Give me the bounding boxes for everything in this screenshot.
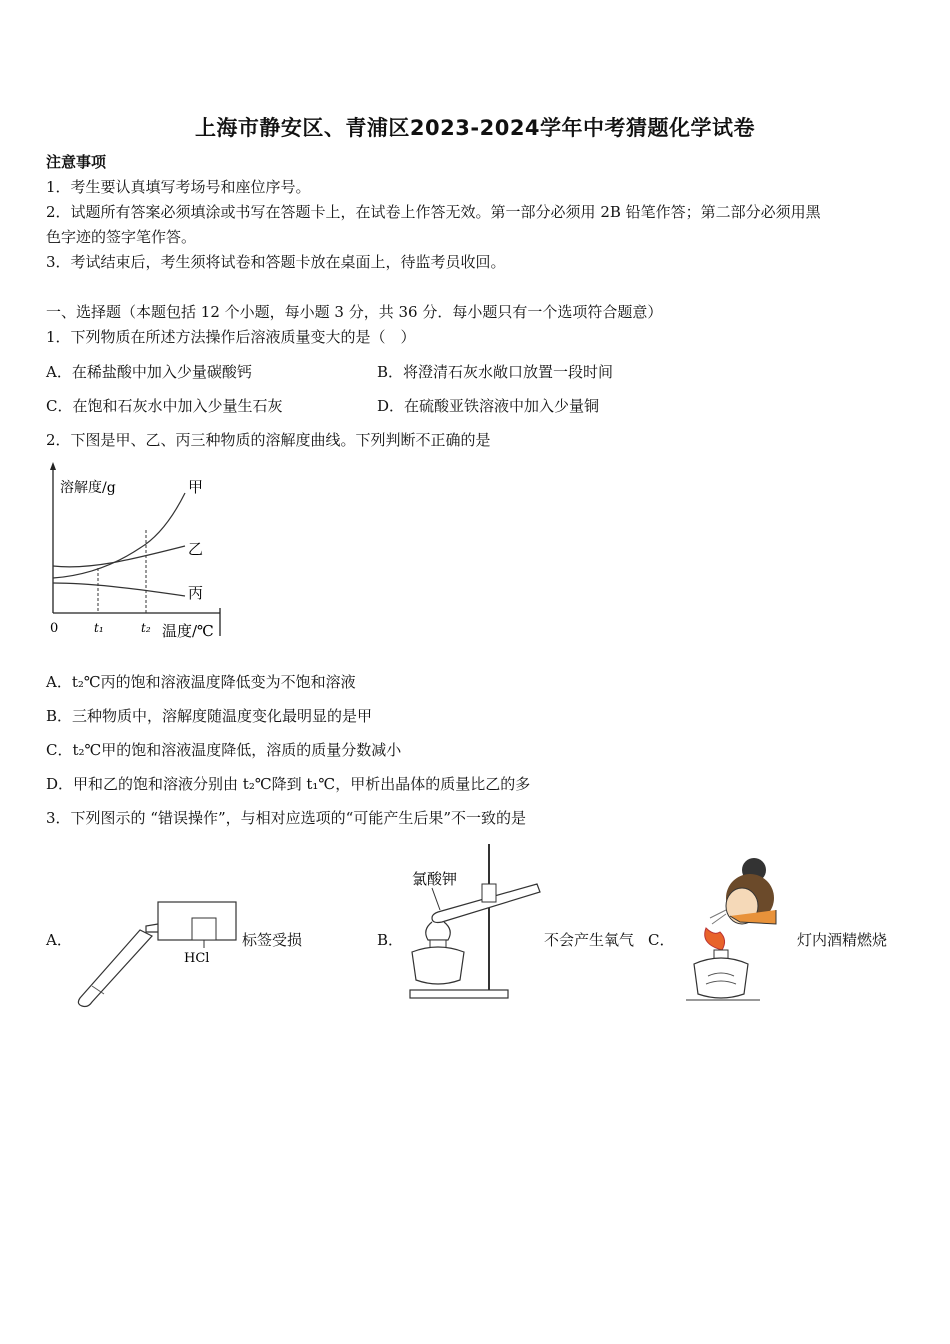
q2-option-a: A．t₂℃丙的饱和溶液温度降低变为不饱和溶液 bbox=[46, 673, 356, 691]
notice-item: 3．考试结束后，考生须将试卷和答题卡放在桌面上，待监考员收回。 bbox=[46, 253, 506, 271]
question-1-stem: 1．下列物质在所述方法操作后溶液质量变大的是（ ） bbox=[46, 328, 416, 346]
y-axis-label: 溶解度/g bbox=[60, 480, 116, 496]
q1-option-c: C．在饱和石灰水中加入少量生石灰 bbox=[46, 397, 283, 415]
question-2-stem: 2．下图是甲、乙、丙三种物质的溶解度曲线。下列判断不正确的是 bbox=[46, 431, 491, 449]
notice-item: 色字迹的签字笔作答。 bbox=[46, 228, 197, 246]
y-axis-arrow bbox=[50, 462, 56, 470]
clamp bbox=[482, 884, 496, 902]
x-tick-t1: t₁ bbox=[94, 621, 104, 635]
hcl-label: HCl bbox=[184, 951, 210, 966]
flame bbox=[426, 922, 451, 940]
notice-item: 2．试题所有答案必须填涂或书写在答题卡上，在试卷上作答无效。第一部分必须用 2B 铅笔作答；第二部分必须用黑 bbox=[46, 203, 821, 221]
q1-option-d: D．在硫酸亚铁溶液中加入少量铜 bbox=[377, 397, 600, 415]
kclo3-label: 氯酸钾 bbox=[412, 870, 458, 888]
q3-figure-b-heating bbox=[402, 840, 547, 1005]
label-pointer bbox=[432, 888, 440, 910]
x-axis-label: 温度/℃ bbox=[162, 622, 214, 640]
q1-option-a: A．在稀盐酸中加入少量碳酸钙 bbox=[46, 363, 252, 381]
curve-jia bbox=[53, 493, 185, 578]
q3-option-b-result: 不会产生氧气 bbox=[544, 931, 635, 949]
test-tube bbox=[78, 930, 152, 1007]
notice-item: 1．考生要认真填写考场号和座位序号。 bbox=[46, 178, 311, 196]
q3-option-c-letter: C． bbox=[648, 931, 675, 949]
solubility-chart bbox=[40, 458, 240, 648]
series-label-bing: 丙 bbox=[188, 584, 204, 602]
q3-option-c-result: 灯内酒精燃烧 bbox=[797, 931, 888, 949]
q2-option-c: C．t₂℃甲的饱和溶液温度降低，溶质的质量分数减小 bbox=[46, 741, 402, 759]
notice-heading: 注意事项 bbox=[46, 153, 107, 171]
series-label-jia: 甲 bbox=[188, 478, 204, 496]
flame bbox=[705, 928, 725, 950]
alcohol-lamp bbox=[412, 947, 464, 984]
q3-option-a-result: 标签受损 bbox=[242, 931, 303, 949]
alcohol-lamp bbox=[694, 958, 748, 998]
q3-figure-a-pouring bbox=[70, 890, 245, 1010]
x-tick-t2: t₂ bbox=[141, 621, 151, 635]
series-label-yi: 乙 bbox=[188, 540, 204, 558]
q1-option-b: B．将澄清石灰水敞口放置一段时间 bbox=[377, 363, 614, 381]
q3-option-a-letter: A． bbox=[46, 931, 72, 949]
curve-yi bbox=[53, 546, 185, 567]
q3-figure-c-blowing bbox=[680, 840, 795, 1005]
q3-option-b-letter: B． bbox=[377, 931, 404, 949]
curve-bing bbox=[53, 583, 185, 596]
x-tick-0: 0 bbox=[50, 621, 59, 636]
q2-option-d: D．甲和乙的饱和溶液分别由 t₂℃降到 t₁℃，甲析出晶体的质量比乙的多 bbox=[46, 775, 531, 793]
page-title: 上海市静安区、青浦区2023-2024学年中考猜题化学试卷 bbox=[194, 116, 756, 140]
bottle-mouth bbox=[146, 924, 158, 932]
iron-stand-base bbox=[410, 990, 508, 998]
section-heading: 一、选择题（本题包括 12 个小题，每小题 3 分，共 36 分．每小题只有一个选项符合题意） bbox=[46, 303, 663, 321]
bottle-label bbox=[192, 918, 216, 940]
question-3-stem: 3．下列图示的 “错误操作”，与相对应选项的“可能产生后果”不一致的是 bbox=[46, 809, 526, 827]
breath-line bbox=[710, 910, 726, 918]
q2-option-b: B．三种物质中，溶解度随温度变化最明显的是甲 bbox=[46, 707, 373, 725]
